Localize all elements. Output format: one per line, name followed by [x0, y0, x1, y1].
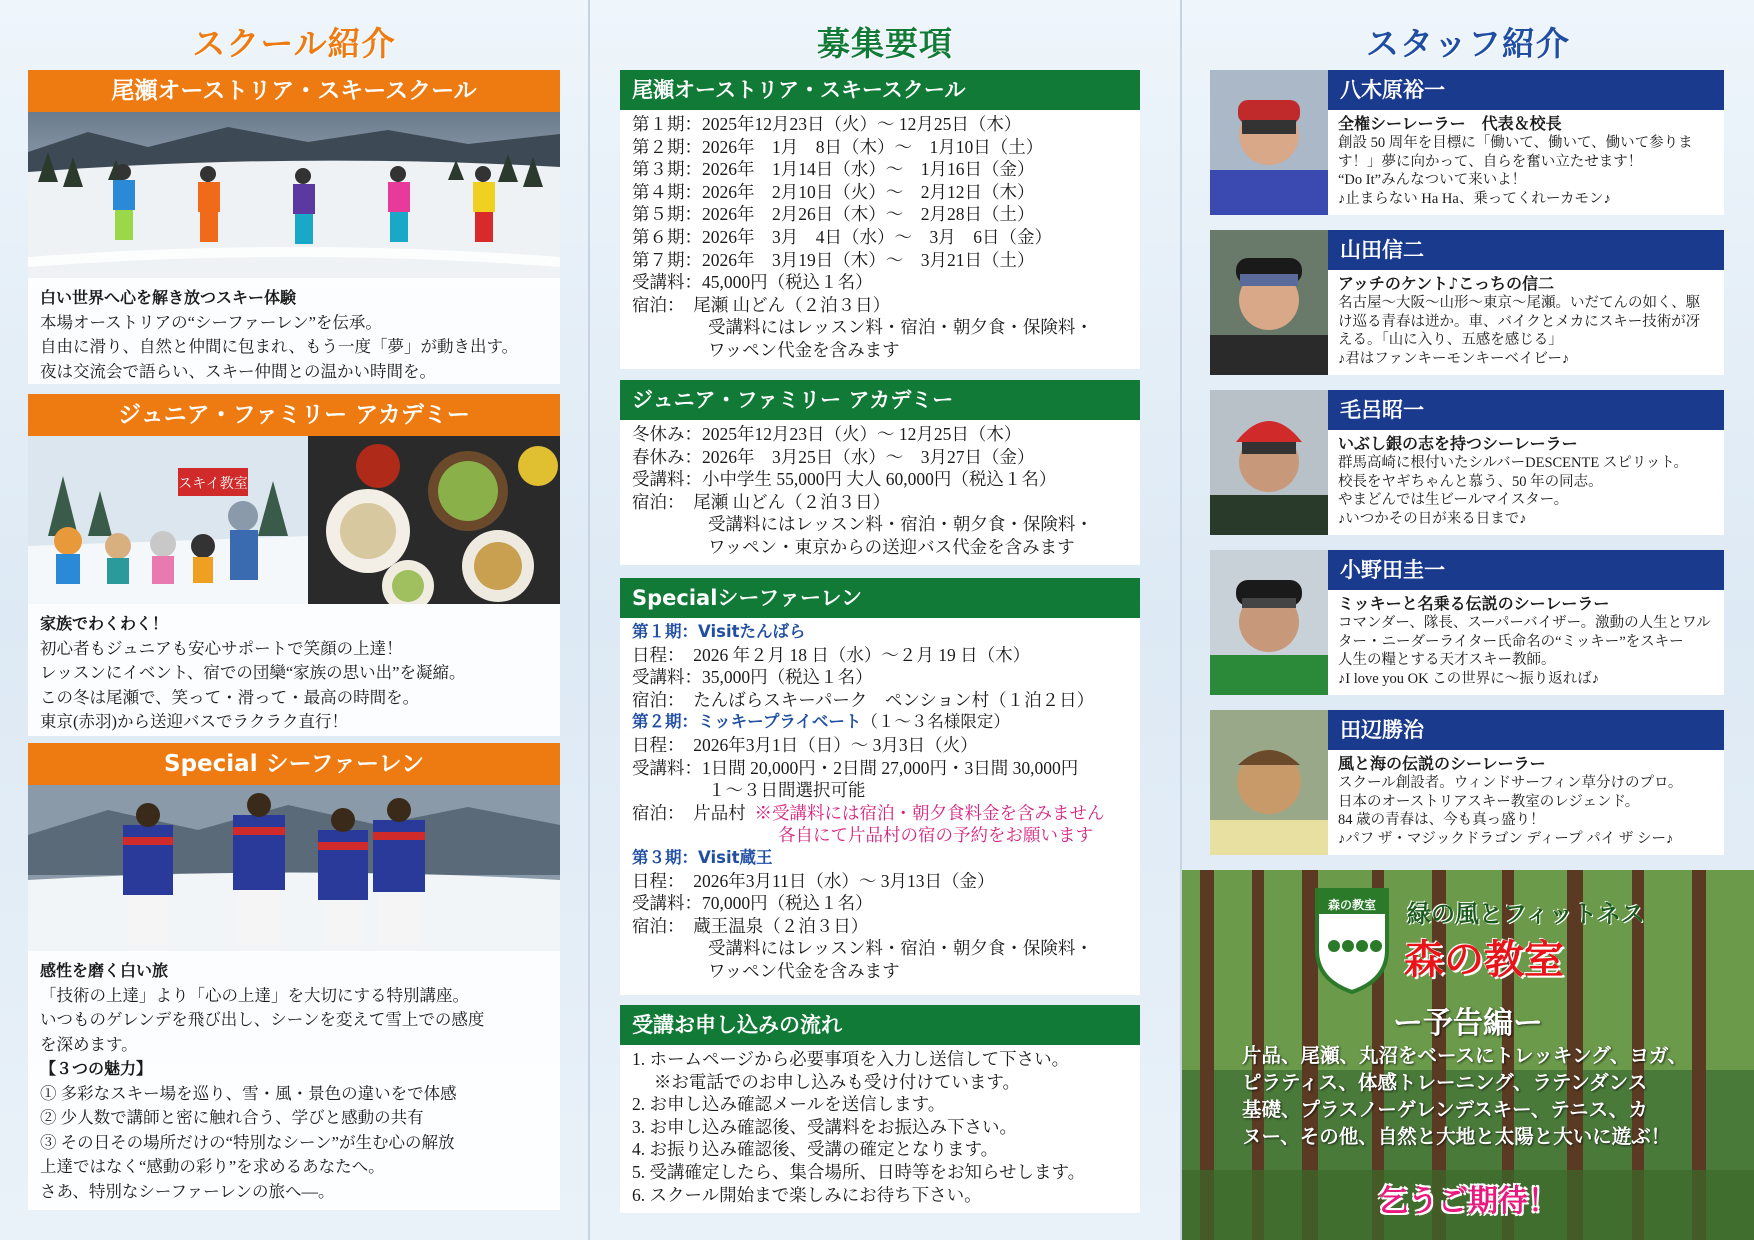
- staff-bio-line: 群馬高崎に根付いたシルバーDESCENTE スピリット。: [1338, 455, 1688, 471]
- special-recruit-title: Specialシーファーレン: [620, 578, 1140, 618]
- skiers-photo: [28, 112, 560, 278]
- staff-title: いぶし銀の志を持つシーレーラー: [1338, 434, 1578, 453]
- period2-select: １～３日間選択可能: [708, 780, 866, 801]
- junior-line: 春休み：2026年 3月25日（水）～ 3月27日（金）: [632, 446, 1035, 467]
- flow-step: 5. 受講確定したら、集合場所、日時等をお知らせします。: [632, 1161, 1086, 1182]
- staff-bio-line: け巡る青春は迸か。車、バイクとメカにスキー技術が冴: [1338, 313, 1701, 330]
- period3-title: 第３期：Visit蔵王: [632, 847, 773, 867]
- forest-line: 基礎、プラスノーゲレンデスキー、テニス、カ: [1242, 1098, 1648, 1121]
- period2-warning: 各自にて片品村の宿の予約をお願います: [778, 825, 1093, 846]
- staff-bio-line: スクール創設者。ウィンドサーフィン草分けのプロ。: [1338, 775, 1683, 791]
- junior-line: 冬休み：2025年12月23日（火）～ 12月25日（木）: [632, 424, 1022, 444]
- special-line: を深めます。: [40, 1034, 138, 1054]
- staff-title: アッチのケント♪こっちの信二: [1338, 274, 1554, 293]
- flow-step: 1. ホームページから必要事項を入力し送信して下さい。: [632, 1049, 1070, 1069]
- staff-bio-line: ター・ニーダーライター氏命名の“ミッキー”をスキー: [1338, 633, 1684, 650]
- junior-recruit-panel: [620, 420, 1140, 565]
- staff-name: 田辺勝治: [1328, 710, 1724, 750]
- forest-tagline: 緑の風とフィットネス: [1407, 900, 1645, 928]
- forest-line: ヌー、その他、自然と大地と太陽と大いに遊ぶ！: [1242, 1125, 1671, 1148]
- flow-step: 3. お申し込み確認後、受講料をお振込み下さい。: [632, 1116, 1017, 1137]
- flow-step: ※お電話でのお申し込みも受け付けています。: [632, 1071, 1020, 1092]
- school-heading: スクール紹介: [192, 24, 396, 63]
- staff-bio: [1328, 430, 1724, 535]
- note-line: 受講料にはレッスン料・宿泊・朝夕食・保険料・: [708, 514, 1093, 535]
- junior-academy-card: [28, 604, 560, 736]
- austria-recruit-panel: [620, 110, 1140, 369]
- period1-line: 受講料：35,000円（税込１名）: [632, 667, 873, 688]
- staff-photo: [1210, 70, 1328, 215]
- staff-bio-line: ♪I love you OK この世界に～振り返れば♪: [1338, 670, 1599, 687]
- period2-title: 第２期：ミッキープライベート: [632, 712, 862, 732]
- period2-note: （１～３名様限定）: [861, 712, 1010, 732]
- period-line: 第２期：2026年 1月 8日（木）～ 1月10日（土）: [632, 136, 1044, 157]
- school-column: [0, 0, 588, 1240]
- note-line: 受講料にはレッスン料・宿泊・朝夕食・保険料・: [708, 317, 1093, 338]
- staff-bio-line: やまどんでは生ビールマイスター。: [1338, 492, 1569, 508]
- staff-bio-line: “Do It”みんなついて来いよ！: [1338, 172, 1527, 188]
- period-line: 第３期：2026年 1月14日（水）～ 1月16日（金）: [632, 159, 1035, 180]
- staff-bio-line: 名古屋～大阪～山形～東京～尾瀬。いだてんの如く、駆: [1338, 295, 1701, 311]
- staff-bio-line: 創設 50 周年を目標に「働いて、働いて、働いて参りま: [1338, 135, 1693, 151]
- special-lead: 感性を磨く白い旅: [40, 961, 169, 980]
- staff-bio-line: す！」夢に向かって、自らを奮い立たせます！: [1338, 153, 1643, 170]
- special-card: [28, 951, 560, 1210]
- period3-line: 受講料：70,000円（税込１名）: [632, 893, 873, 914]
- forest-classroom-panel: [1182, 870, 1754, 1240]
- austria-school-lead: 白い世界へ心を解き放つスキー体験: [40, 288, 297, 307]
- austria-school-line: 自由に滑り、自然と仲間に包まれ、もう一度「夢」が動き出す。: [40, 337, 519, 356]
- staff-name: 八木原裕一: [1328, 70, 1724, 110]
- junior-academy-title: ジュニア・ファミリー アカデミー: [28, 394, 560, 436]
- forest-line: ピラティス、体感トレーニング、ラテンダンス: [1242, 1071, 1648, 1094]
- austria-school-card: [28, 278, 560, 384]
- recruit-heading: 募集要項: [817, 24, 953, 63]
- austria-school-title: 尾瀬オーストリア・スキースクール: [28, 70, 560, 112]
- staff-bio: [1328, 750, 1724, 855]
- ski-school-sign: スキイ教室: [178, 476, 248, 492]
- austria-school-line: 夜は交流会で語らい、スキー仲間との温かい時間を。: [40, 361, 436, 381]
- special-charm: ② 少人数で講師と密に触れ合う、学びと感動の共有: [40, 1108, 424, 1127]
- note-line: ワッペン・東京からの送迎バス代金を含みます: [708, 536, 1075, 557]
- family-academy-photo: [28, 436, 560, 604]
- flow-step: 2. お申し込み確認メールを送信します。: [632, 1094, 946, 1115]
- special-charm: ③ その日その場所だけの“特別なシーン”が生む心の解放: [40, 1132, 455, 1152]
- junior-academy-lead: 家族でわくわく！: [40, 614, 169, 633]
- junior-recruit-title: ジュニア・ファミリー アカデミー: [620, 380, 1140, 420]
- period1-line: 宿泊： たんばらスキーパーク ペンション村（１泊２日）: [632, 689, 1095, 710]
- staff-photo: [1210, 390, 1328, 535]
- staff-bio-line: 日本のオーストリアスキー教室のレジェンド。: [1338, 793, 1640, 810]
- period3-line: 宿泊： 蔵王温泉（２泊３日）: [632, 915, 869, 936]
- junior-line: 受講料：小中学生 55,000円 大人 60,000円（税込１名）: [632, 469, 1057, 490]
- flow-step: 6. スクール開始まで楽しみにお待ち下さい。: [632, 1184, 982, 1205]
- period2-line: 日程： 2026年3月1日（日）～ 3月3日（火）: [632, 734, 978, 755]
- flow-step: 4. お振り込み確認後、受講の確定となります。: [632, 1139, 999, 1160]
- staff-bio-line: ♪パフ ザ・マジックドラゴン ディープ パイ ザ シー♪: [1338, 830, 1674, 847]
- staff-bio: [1328, 270, 1724, 375]
- period1-title: 第１期：Visitたんばら: [632, 622, 806, 641]
- period3-line: 日程： 2026年3月11日（水）～ 3月13日（金）: [632, 870, 995, 891]
- staff-title: 全権シーレーラー 代表＆校長: [1338, 114, 1562, 133]
- period2-warning: ※受講料には宿泊・朝夕食料金を含みません: [754, 802, 1105, 823]
- staff-photo: [1210, 550, 1328, 695]
- junior-line: 宿泊： 尾瀬 山どん（２泊３日）: [632, 491, 891, 512]
- special-title: Special シーファーレン: [28, 743, 560, 785]
- flow-title: 受講お申し込みの流れ: [620, 1005, 1140, 1045]
- period2-stay: 宿泊： 片品村: [632, 802, 746, 823]
- staff-name: 山田信二: [1328, 230, 1724, 270]
- staff-photo: [1210, 710, 1328, 855]
- staff-bio-line: コマンダー、隊長、スーパーバイザー。激動の人生とワル: [1338, 615, 1711, 631]
- forest-closing: 乞うご期待！: [1378, 1184, 1558, 1219]
- special-closing: さあ、特別なシーファーレンの旅へ—。: [40, 1181, 335, 1201]
- junior-academy-line: レッスンにイベント、宿での団欒“家族の思い出”を凝縮。: [40, 663, 466, 682]
- staff-bio-line: 人生の糧とする天才スキー教師。: [1338, 652, 1556, 668]
- junior-academy-line: 東京(赤羽)から送迎バスでラクラク直行！: [40, 712, 348, 731]
- recruit-column: [590, 0, 1180, 1240]
- period-line: 第７期：2026年 3月19日（木）～ 3月21日（土）: [632, 249, 1035, 270]
- staff-bio-line: 84 歳の青春は、今も真っ盛り！: [1338, 812, 1545, 828]
- austria-school-line: 本場オーストリアの“シーファーレン”を伝承。: [40, 312, 382, 332]
- staff-bio-line: える。「山に入り、五感を感じる」: [1338, 332, 1563, 348]
- flow-panel: [620, 1045, 1140, 1213]
- special-line: いつものゲレンデを飛び出し、シーンを変えて雪上での感度: [40, 1010, 485, 1029]
- special-closing: 上達ではなく“感動の彩り”を求めるあなたへ。: [40, 1157, 385, 1176]
- staff-photo: [1210, 230, 1328, 375]
- fee-line: 受講料：45,000円（税込１名）: [632, 272, 873, 293]
- period-line: 第４期：2026年 2月10日（火）～ 2月12日（木）: [632, 181, 1035, 202]
- period-line: 第１期：2025年12月23日（火）～ 12月25日（木）: [632, 114, 1022, 134]
- note-line: ワッペン代金を含みます: [708, 960, 900, 981]
- instructors-photo: [28, 785, 560, 951]
- staff-name: 小野田圭一: [1328, 550, 1724, 590]
- staff-title: 風と海の伝説のシーレーラー: [1338, 754, 1546, 773]
- stay-line: 宿泊： 尾瀬 山どん（２泊３日）: [632, 294, 891, 315]
- forest-description: [1242, 1042, 1687, 1150]
- junior-academy-line: この冬は尾瀬で、笑って・滑って・最高の時間を。: [40, 687, 420, 707]
- staff-bio: [1328, 590, 1724, 695]
- forest-line: 片品、尾瀬、丸沼をベースにトレッキング、ヨガ、: [1242, 1044, 1688, 1067]
- period-line: 第６期：2026年 3月 4日（水）～ 3月 6日（金）: [632, 226, 1052, 247]
- staff-title: ミッキーと名乗る伝説のシーレーラー: [1338, 594, 1610, 613]
- special-recruit-panel: [620, 618, 1140, 995]
- period-line: 第５期：2026年 2月26日（木）～ 2月28日（土）: [632, 204, 1035, 225]
- staff-bio-line: 校長をヤギちゃんと慕う、50 年の同志。: [1338, 473, 1603, 490]
- forest-preview: ー予告編ー: [1393, 1006, 1543, 1041]
- staff-bio-line: ♪いつかその日が来る日まで♪: [1338, 510, 1527, 527]
- austria-recruit-title: 尾瀬オーストリア・スキースクール: [620, 70, 1140, 110]
- junior-academy-line: 初心者もジュニアも安心サポートで笑顔の上達！: [40, 638, 403, 658]
- staff-column: [1182, 0, 1754, 1240]
- staff-name: 毛呂昭一: [1328, 390, 1724, 430]
- note-line: 受講料にはレッスン料・宿泊・朝夕食・保険料・: [708, 938, 1093, 959]
- special-charm-title: 【３つの魅力】: [40, 1059, 153, 1078]
- note-line: ワッペン代金を含みます: [708, 339, 900, 360]
- special-line: 「技術の上達」より「心の上達」を大切にする特別講座。: [40, 985, 469, 1005]
- staff-heading: スタッフ紹介: [1366, 24, 1570, 63]
- staff-bio: [1328, 110, 1724, 215]
- staff-bio-line: ♪止まらない Ha Ha、乗ってくれーカモン♪: [1338, 190, 1611, 207]
- staff-bio-line: ♪君はファンキーモンキーベイビー♪: [1338, 350, 1570, 367]
- period1-line: 日程： 2026 年２月 18 日（水）～２月 19 日（木）: [632, 644, 1031, 665]
- special-charm: ① 多彩なスキー場を巡り、雪・風・景色の違いをで体感: [40, 1083, 457, 1103]
- forest-badge-label: 森の教室: [1327, 898, 1376, 912]
- forest-title: 森の教室: [1404, 936, 1564, 983]
- period2-line: 受講料：1日間 20,000円・2日間 27,000円・3日間 30,000円: [632, 757, 1079, 778]
